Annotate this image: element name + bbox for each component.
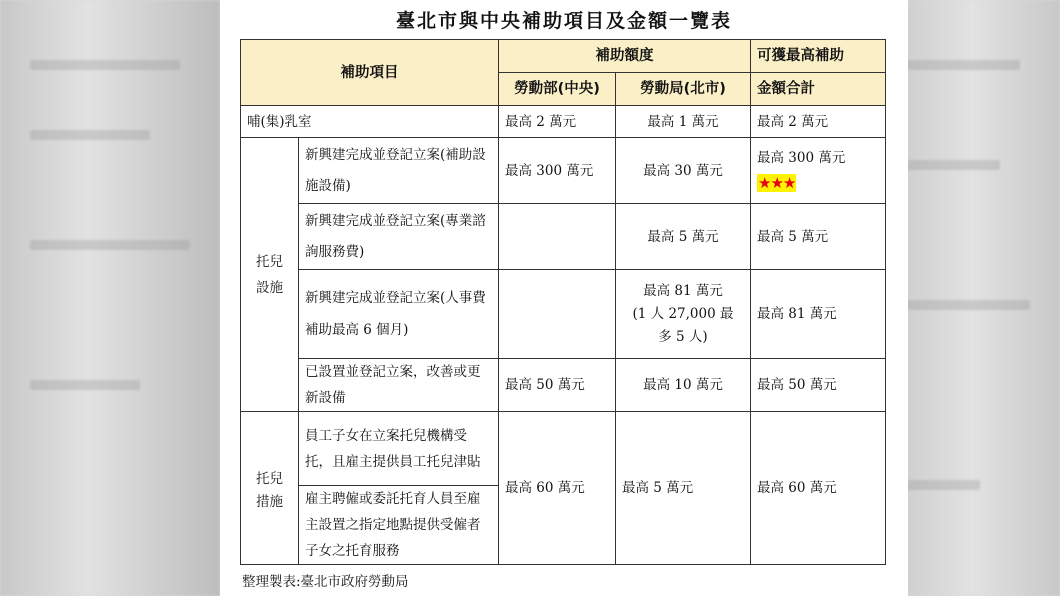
category-measures (241, 412, 299, 565)
star-rating-icon: ★★★ (758, 173, 796, 192)
max-amount: 最高 60 萬元 (751, 412, 886, 565)
category-facility-line2: 設施 (256, 279, 283, 296)
header-max-line1: 可獲最高補助 (751, 40, 886, 73)
category-measures-line2: 措施 (256, 493, 283, 510)
header-central: 勞動部(中央) (499, 73, 616, 106)
city-amount: 最高 5 萬元 (616, 204, 751, 270)
table-row (241, 106, 886, 138)
subsidy-table (240, 39, 886, 565)
header-item: 補助項目 (241, 40, 499, 106)
table-row (241, 412, 886, 486)
central-amount: 最高 50 萬元 (499, 359, 616, 412)
city-amount-line1: 最高 81 萬元 (643, 282, 723, 299)
max-amount: 最高 81 萬元 (751, 270, 886, 359)
category-facility-line1: 托兒 (256, 253, 283, 270)
item-onsite-childcare: 雇主聘僱或委託托育人員至雇主設置之指定地點提供受僱者子女之托育服務 (299, 486, 499, 565)
item-personnel-cost: 新興建完成並登記立案(人事費補助最高 6 個月) (299, 270, 499, 359)
city-amount-line3: 多 5 人) (658, 328, 708, 345)
table-row (241, 138, 886, 204)
item-nursing-room: 哺(集)乳室 (241, 106, 499, 138)
header-amount: 補助額度 (499, 40, 751, 73)
page-title: 臺北市與中央補助項目及金額一覽表 (395, 10, 732, 32)
table-row (241, 270, 886, 359)
central-amount: 最高 60 萬元 (499, 412, 616, 565)
city-amount: 最高 5 萬元 (616, 412, 751, 565)
max-amount: 最高 50 萬元 (751, 359, 886, 412)
table-row (241, 359, 886, 412)
central-amount (499, 270, 616, 359)
central-amount: 最高 300 萬元 (499, 138, 616, 204)
category-facility (241, 138, 299, 412)
item-childcare-allowance: 員工子女在立案托兒機構受托，且雇主提供員工托兒津貼 (299, 412, 499, 486)
city-amount: 最高 30 萬元 (616, 138, 751, 204)
item-improve-equipment: 已設置並登記立案，改善或更新設備 (299, 359, 499, 412)
central-amount: 最高 2 萬元 (499, 106, 616, 138)
header-city: 勞動局(北市) (616, 73, 751, 106)
category-measures-line1: 托兒 (256, 470, 283, 487)
city-amount: 最高 1 萬元 (616, 106, 751, 138)
item-facility-equipment: 新興建完成並登記立案(補助設施設備) (299, 138, 499, 204)
max-amount: 最高 2 萬元 (751, 106, 886, 138)
city-amount (616, 270, 751, 359)
source-note: 整理製表:臺北市政府勞動局 (242, 574, 409, 590)
max-amount: 最高 5 萬元 (751, 204, 886, 270)
blurred-background-left (0, 0, 220, 596)
item-consulting-fee: 新興建完成並登記立案(專業諮詢服務費) (299, 204, 499, 270)
city-amount: 最高 10 萬元 (616, 359, 751, 412)
header-max-line2: 金額合計 (751, 73, 886, 106)
city-amount-line2: (1 人 27,000 最 (632, 305, 734, 322)
max-amount-cell (751, 138, 886, 204)
table-row (241, 204, 886, 270)
document-page (220, 0, 908, 596)
max-amount: 最高 300 萬元 (757, 149, 846, 166)
header-row-1 (241, 40, 886, 73)
central-amount (499, 204, 616, 270)
